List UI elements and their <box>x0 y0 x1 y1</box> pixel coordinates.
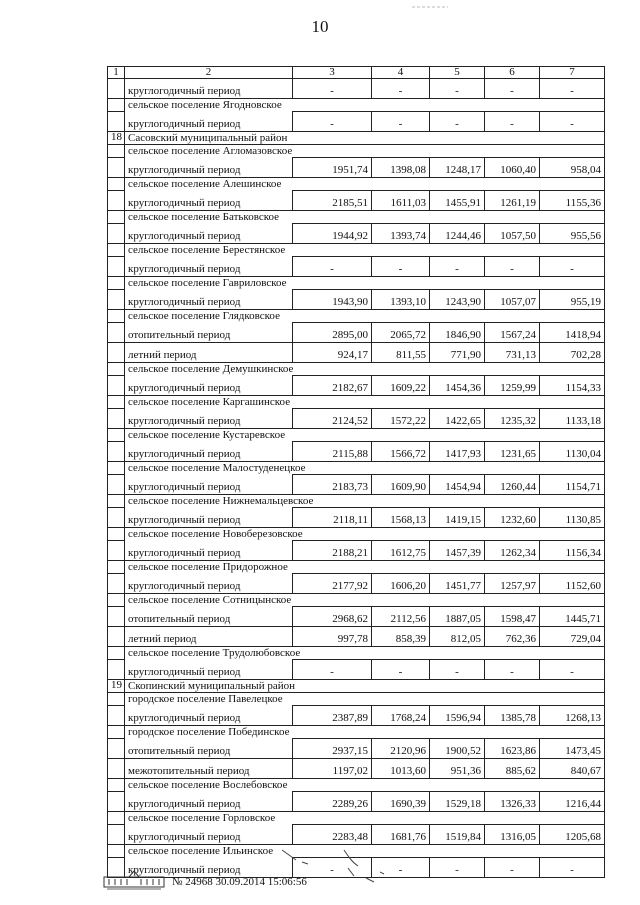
tariff-value: 1572,22 <box>372 409 430 429</box>
tariff-value: 885,62 <box>485 759 540 779</box>
row-index <box>108 211 125 224</box>
tariff-value: 955,56 <box>540 224 605 244</box>
row-index <box>108 244 125 257</box>
column-header: 3 <box>293 67 372 79</box>
row-index <box>108 310 125 323</box>
tariff-value: 1060,40 <box>485 158 540 178</box>
tariff-value: - <box>485 660 540 680</box>
tariff-value: 997,78 <box>293 627 372 647</box>
tariff-value: 1152,60 <box>540 574 605 594</box>
settlement-row <box>108 495 605 508</box>
tariff-value: 2065,72 <box>372 323 430 343</box>
settlement-name: городское поселение Павелецкое <box>125 693 605 706</box>
row-index <box>108 825 125 845</box>
tariff-value: 731,13 <box>485 343 540 363</box>
tariff-value: - <box>372 660 430 680</box>
period-label: межотопительный период <box>125 759 293 779</box>
district-name: Скопинский муниципальный район <box>125 680 605 693</box>
tariff-value: 1205,68 <box>540 825 605 845</box>
tariff-value: - <box>372 112 430 132</box>
tariff-value: 2124,52 <box>293 409 372 429</box>
row-index <box>108 561 125 574</box>
tariff-value: 2188,21 <box>293 541 372 561</box>
period-label: круглогодичный период <box>125 442 293 462</box>
row-index <box>108 812 125 825</box>
tariff-value: - <box>485 112 540 132</box>
settlement-name: сельское поселение Трудолюбовское <box>125 647 605 660</box>
tariff-value: 811,55 <box>372 343 430 363</box>
tariff-value: 858,39 <box>372 627 430 647</box>
settlement-row <box>108 145 605 158</box>
tariff-value: 1013,60 <box>372 759 430 779</box>
period-label: летний период <box>125 627 293 647</box>
row-index <box>108 158 125 178</box>
table-row <box>108 376 605 396</box>
row-index: 18 <box>108 132 125 145</box>
table-row <box>108 79 605 99</box>
tariff-value: 1455,91 <box>430 191 485 211</box>
tariff-value: - <box>430 257 485 277</box>
tariff-value: 1419,15 <box>430 508 485 528</box>
tariff-value: - <box>372 858 430 878</box>
table-row <box>108 343 605 363</box>
tariff-value: 1623,86 <box>485 739 540 759</box>
settlement-row <box>108 178 605 191</box>
tariff-value: 771,90 <box>430 343 485 363</box>
tariff-value: - <box>430 660 485 680</box>
tariff-value: 951,36 <box>430 759 485 779</box>
tariff-value: 812,05 <box>430 627 485 647</box>
tariff-value: 1133,18 <box>540 409 605 429</box>
row-index <box>108 396 125 409</box>
tariff-value: 1057,07 <box>485 290 540 310</box>
tariff-value: 2937,15 <box>293 739 372 759</box>
tariff-value: 1197,02 <box>293 759 372 779</box>
page-number: 10 <box>311 17 329 36</box>
period-label: круглогодичный период <box>125 574 293 594</box>
row-index <box>108 99 125 112</box>
settlement-row <box>108 244 605 257</box>
settlement-name: сельское поселение Гавриловское <box>125 277 605 290</box>
table-row <box>108 475 605 495</box>
row-index: 19 <box>108 680 125 693</box>
row-index <box>108 508 125 528</box>
tariff-value: 1846,90 <box>430 323 485 343</box>
row-index <box>108 739 125 759</box>
tariff-value: - <box>540 112 605 132</box>
period-label: круглогодичный период <box>125 257 293 277</box>
settlement-name: сельское поселение Батьковское <box>125 211 605 224</box>
row-index <box>108 660 125 680</box>
tariff-value: - <box>540 79 605 99</box>
tariff-value: 702,28 <box>540 343 605 363</box>
period-label: круглогодичный период <box>125 825 293 845</box>
row-index <box>108 594 125 607</box>
tariff-value: 1154,33 <box>540 376 605 396</box>
row-index <box>108 343 125 363</box>
tariff-value: 1326,33 <box>485 792 540 812</box>
tariff-value: - <box>540 257 605 277</box>
tariff-value: - <box>372 79 430 99</box>
tariff-value: 1519,84 <box>430 825 485 845</box>
period-label: круглогодичный период <box>125 706 293 726</box>
tariff-value: 2183,73 <box>293 475 372 495</box>
tariff-value: 2283,48 <box>293 825 372 845</box>
tariff-value: 1529,18 <box>430 792 485 812</box>
settlement-row <box>108 429 605 442</box>
municipal-district-row <box>108 132 605 145</box>
settlement-name: сельское поселение Демушкинское <box>125 363 605 376</box>
settlement-name: сельское поселение Вослебовское <box>125 779 605 792</box>
row-index <box>108 112 125 132</box>
period-label: отопительный период <box>125 323 293 343</box>
tariff-value: - <box>293 112 372 132</box>
document-number: № 24968 30.09.2014 15:06:56 <box>172 876 307 888</box>
tariff-value: 1454,36 <box>430 376 485 396</box>
tariff-value: 1262,34 <box>485 541 540 561</box>
column-header: 2 <box>125 67 293 79</box>
row-index <box>108 706 125 726</box>
tariff-value: - <box>485 79 540 99</box>
settlement-name: сельское поселение Ильинское <box>125 845 605 858</box>
tariff-value: 1417,93 <box>430 442 485 462</box>
tariff-value: 1268,13 <box>540 706 605 726</box>
table-row <box>108 759 605 779</box>
settlement-name: сельское поселение Сотницынское <box>125 594 605 607</box>
row-index <box>108 409 125 429</box>
tariff-value: 2177,92 <box>293 574 372 594</box>
municipal-district-row <box>108 680 605 693</box>
tariff-value: 1606,20 <box>372 574 430 594</box>
settlement-row <box>108 528 605 541</box>
tariff-value: 1951,74 <box>293 158 372 178</box>
tariff-value: 1568,13 <box>372 508 430 528</box>
tariff-value: 1612,75 <box>372 541 430 561</box>
tariff-value: 1473,45 <box>540 739 605 759</box>
column-header: 7 <box>540 67 605 79</box>
tariff-value: 1454,94 <box>430 475 485 495</box>
settlement-name: сельское поселение Алешинское <box>125 178 605 191</box>
settlement-row <box>108 396 605 409</box>
row-index <box>108 257 125 277</box>
table-row <box>108 409 605 429</box>
table-row <box>108 574 605 594</box>
tariff-value: 1900,52 <box>430 739 485 759</box>
period-label: круглогодичный период <box>125 508 293 528</box>
row-index <box>108 647 125 660</box>
row-index <box>108 845 125 858</box>
tariff-value: 2115,88 <box>293 442 372 462</box>
scan-mark-icon <box>410 4 450 10</box>
tariff-value: 1690,39 <box>372 792 430 812</box>
settlement-name: сельское поселение Агломазовское <box>125 145 605 158</box>
tariff-value: 1257,97 <box>485 574 540 594</box>
period-label: круглогодичный период <box>125 792 293 812</box>
row-index <box>108 145 125 158</box>
settlement-name: сельское поселение Берестянское <box>125 244 605 257</box>
tariff-value: 1609,90 <box>372 475 430 495</box>
tariff-value: 955,19 <box>540 290 605 310</box>
row-index <box>108 759 125 779</box>
settlement-row <box>108 462 605 475</box>
row-index <box>108 574 125 594</box>
tariff-value: 1943,90 <box>293 290 372 310</box>
period-label: круглогодичный период <box>125 290 293 310</box>
tariff-value: 1156,34 <box>540 541 605 561</box>
settlement-row <box>108 310 605 323</box>
tariff-value: 1316,05 <box>485 825 540 845</box>
settlement-row <box>108 812 605 825</box>
tariff-value: 958,04 <box>540 158 605 178</box>
tariff-value: 1451,77 <box>430 574 485 594</box>
row-index <box>108 726 125 739</box>
settlement-name: сельское поселение Нижнемальцевское <box>125 495 605 508</box>
tariff-value: - <box>430 858 485 878</box>
settlement-name: сельское поселение Новоберезовское <box>125 528 605 541</box>
tariff-value: 1944,92 <box>293 224 372 244</box>
row-index <box>108 277 125 290</box>
period-label: отопительный период <box>125 607 293 627</box>
table-row <box>108 158 605 178</box>
tariff-value: 1445,71 <box>540 607 605 627</box>
tariff-value: 1130,85 <box>540 508 605 528</box>
tariff-value: - <box>293 660 372 680</box>
tariff-value: 1155,36 <box>540 191 605 211</box>
period-label: круглогодичный период <box>125 224 293 244</box>
settlement-name: городское поселение Побединское <box>125 726 605 739</box>
tariff-value: 1154,71 <box>540 475 605 495</box>
row-index <box>108 607 125 627</box>
period-label: круглогодичный период <box>125 191 293 211</box>
tariff-value: 1681,76 <box>372 825 430 845</box>
handwritten-marks-icon <box>262 838 402 898</box>
row-index <box>108 779 125 792</box>
tariff-value: 1235,32 <box>485 409 540 429</box>
settlement-name: сельское поселение Кустаревское <box>125 429 605 442</box>
settlement-row <box>108 647 605 660</box>
tariff-value: 2112,56 <box>372 607 430 627</box>
tariff-value: 1248,17 <box>430 158 485 178</box>
period-label: круглогодичный период <box>125 409 293 429</box>
row-index <box>108 627 125 647</box>
period-label: круглогодичный период <box>125 660 293 680</box>
tariff-value: 2118,11 <box>293 508 372 528</box>
period-label: отопительный период <box>125 739 293 759</box>
row-index <box>108 376 125 396</box>
table-row <box>108 442 605 462</box>
row-index <box>108 792 125 812</box>
tariff-value: 1261,19 <box>485 191 540 211</box>
settlement-row <box>108 693 605 706</box>
tariff-value: - <box>485 858 540 878</box>
tariff-value: 1422,65 <box>430 409 485 429</box>
period-label: круглогодичный период <box>125 376 293 396</box>
column-header: 6 <box>485 67 540 79</box>
period-label: круглогодичный период <box>125 158 293 178</box>
table-header-row <box>108 67 605 79</box>
tariff-value: 1418,94 <box>540 323 605 343</box>
row-index <box>108 323 125 343</box>
tariff-value: 1393,74 <box>372 224 430 244</box>
tariff-value: 1130,04 <box>540 442 605 462</box>
tariff-value: 1385,78 <box>485 706 540 726</box>
settlement-name: сельское поселение Каргашинское <box>125 396 605 409</box>
settlement-name: сельское поселение Малостуденецкое <box>125 462 605 475</box>
settlement-name: сельское поселение Придорожное <box>125 561 605 574</box>
tariff-value: 1216,44 <box>540 792 605 812</box>
table-row <box>108 706 605 726</box>
row-index <box>108 79 125 99</box>
tariff-value: 1567,24 <box>485 323 540 343</box>
row-index <box>108 528 125 541</box>
tariff-value: 1393,10 <box>372 290 430 310</box>
row-index <box>108 475 125 495</box>
period-label: круглогодичный период <box>125 79 293 99</box>
tariff-value: - <box>430 79 485 99</box>
tariff-value: 1398,08 <box>372 158 430 178</box>
tariff-value: 2182,67 <box>293 376 372 396</box>
settlement-row <box>108 779 605 792</box>
period-label: летний период <box>125 343 293 363</box>
tariff-value: 1609,22 <box>372 376 430 396</box>
tariff-value: - <box>540 858 605 878</box>
settlement-name: сельское поселение Глядковское <box>125 310 605 323</box>
table-row <box>108 224 605 244</box>
tariff-value: 2968,62 <box>293 607 372 627</box>
column-header: 4 <box>372 67 430 79</box>
tariff-value: 2120,96 <box>372 739 430 759</box>
settlement-name: сельское поселение Ягодновское <box>125 99 605 112</box>
tariff-value: 1057,50 <box>485 224 540 244</box>
table-row <box>108 508 605 528</box>
row-index <box>108 442 125 462</box>
tariff-value: - <box>430 112 485 132</box>
tariff-value: 1244,46 <box>430 224 485 244</box>
table-row <box>108 607 605 627</box>
row-index <box>108 178 125 191</box>
tariff-value: 2387,89 <box>293 706 372 726</box>
table-row <box>108 191 605 211</box>
tariff-value: 1768,24 <box>372 706 430 726</box>
tariff-value: 1243,90 <box>430 290 485 310</box>
tariff-value: - <box>293 79 372 99</box>
period-label: круглогодичный период <box>125 112 293 132</box>
row-index <box>108 693 125 706</box>
row-index <box>108 191 125 211</box>
table-row <box>108 541 605 561</box>
table-row <box>108 660 605 680</box>
tariff-value: 924,17 <box>293 343 372 363</box>
archive-stamp-icon <box>103 869 165 891</box>
settlement-row <box>108 99 605 112</box>
table-row <box>108 792 605 812</box>
tariff-value: 1231,65 <box>485 442 540 462</box>
row-index <box>108 224 125 244</box>
tariff-table <box>107 66 605 878</box>
settlement-row <box>108 561 605 574</box>
tariff-value: 1259,99 <box>485 376 540 396</box>
tariff-value: 1566,72 <box>372 442 430 462</box>
tariff-value: 2289,26 <box>293 792 372 812</box>
settlement-row <box>108 594 605 607</box>
row-index <box>108 462 125 475</box>
settlement-row <box>108 726 605 739</box>
tariff-value: 1457,39 <box>430 541 485 561</box>
tariff-value: 1260,44 <box>485 475 540 495</box>
period-label: круглогодичный период <box>125 541 293 561</box>
settlement-row <box>108 277 605 290</box>
tariff-value: 1596,94 <box>430 706 485 726</box>
district-name: Сасовский муниципальный район <box>125 132 605 145</box>
settlement-name: сельское поселение Горловское <box>125 812 605 825</box>
row-index <box>108 290 125 310</box>
table-row <box>108 323 605 343</box>
tariff-value: 1611,03 <box>372 191 430 211</box>
table-row <box>108 290 605 310</box>
tariff-value: 1887,05 <box>430 607 485 627</box>
tariff-value: - <box>293 257 372 277</box>
tariff-value: 762,36 <box>485 627 540 647</box>
column-header: 1 <box>108 67 125 79</box>
row-index <box>108 363 125 376</box>
column-header: 5 <box>430 67 485 79</box>
table-row <box>108 257 605 277</box>
settlement-row <box>108 211 605 224</box>
tariff-value: 1232,60 <box>485 508 540 528</box>
period-label: круглогодичный период <box>125 858 293 878</box>
tariff-value: - <box>372 257 430 277</box>
table-row <box>108 112 605 132</box>
tariff-value: 729,04 <box>540 627 605 647</box>
table-row <box>108 739 605 759</box>
row-index <box>108 541 125 561</box>
row-index <box>108 495 125 508</box>
tariff-value: 840,67 <box>540 759 605 779</box>
period-label: круглогодичный период <box>125 475 293 495</box>
settlement-row <box>108 363 605 376</box>
tariff-value: 2895,00 <box>293 323 372 343</box>
tariff-value: - <box>540 660 605 680</box>
tariff-value: - <box>485 257 540 277</box>
tariff-value: 1598,47 <box>485 607 540 627</box>
tariff-value: 2185,51 <box>293 191 372 211</box>
row-index <box>108 429 125 442</box>
tariff-value: - <box>293 858 372 878</box>
table-row <box>108 627 605 647</box>
